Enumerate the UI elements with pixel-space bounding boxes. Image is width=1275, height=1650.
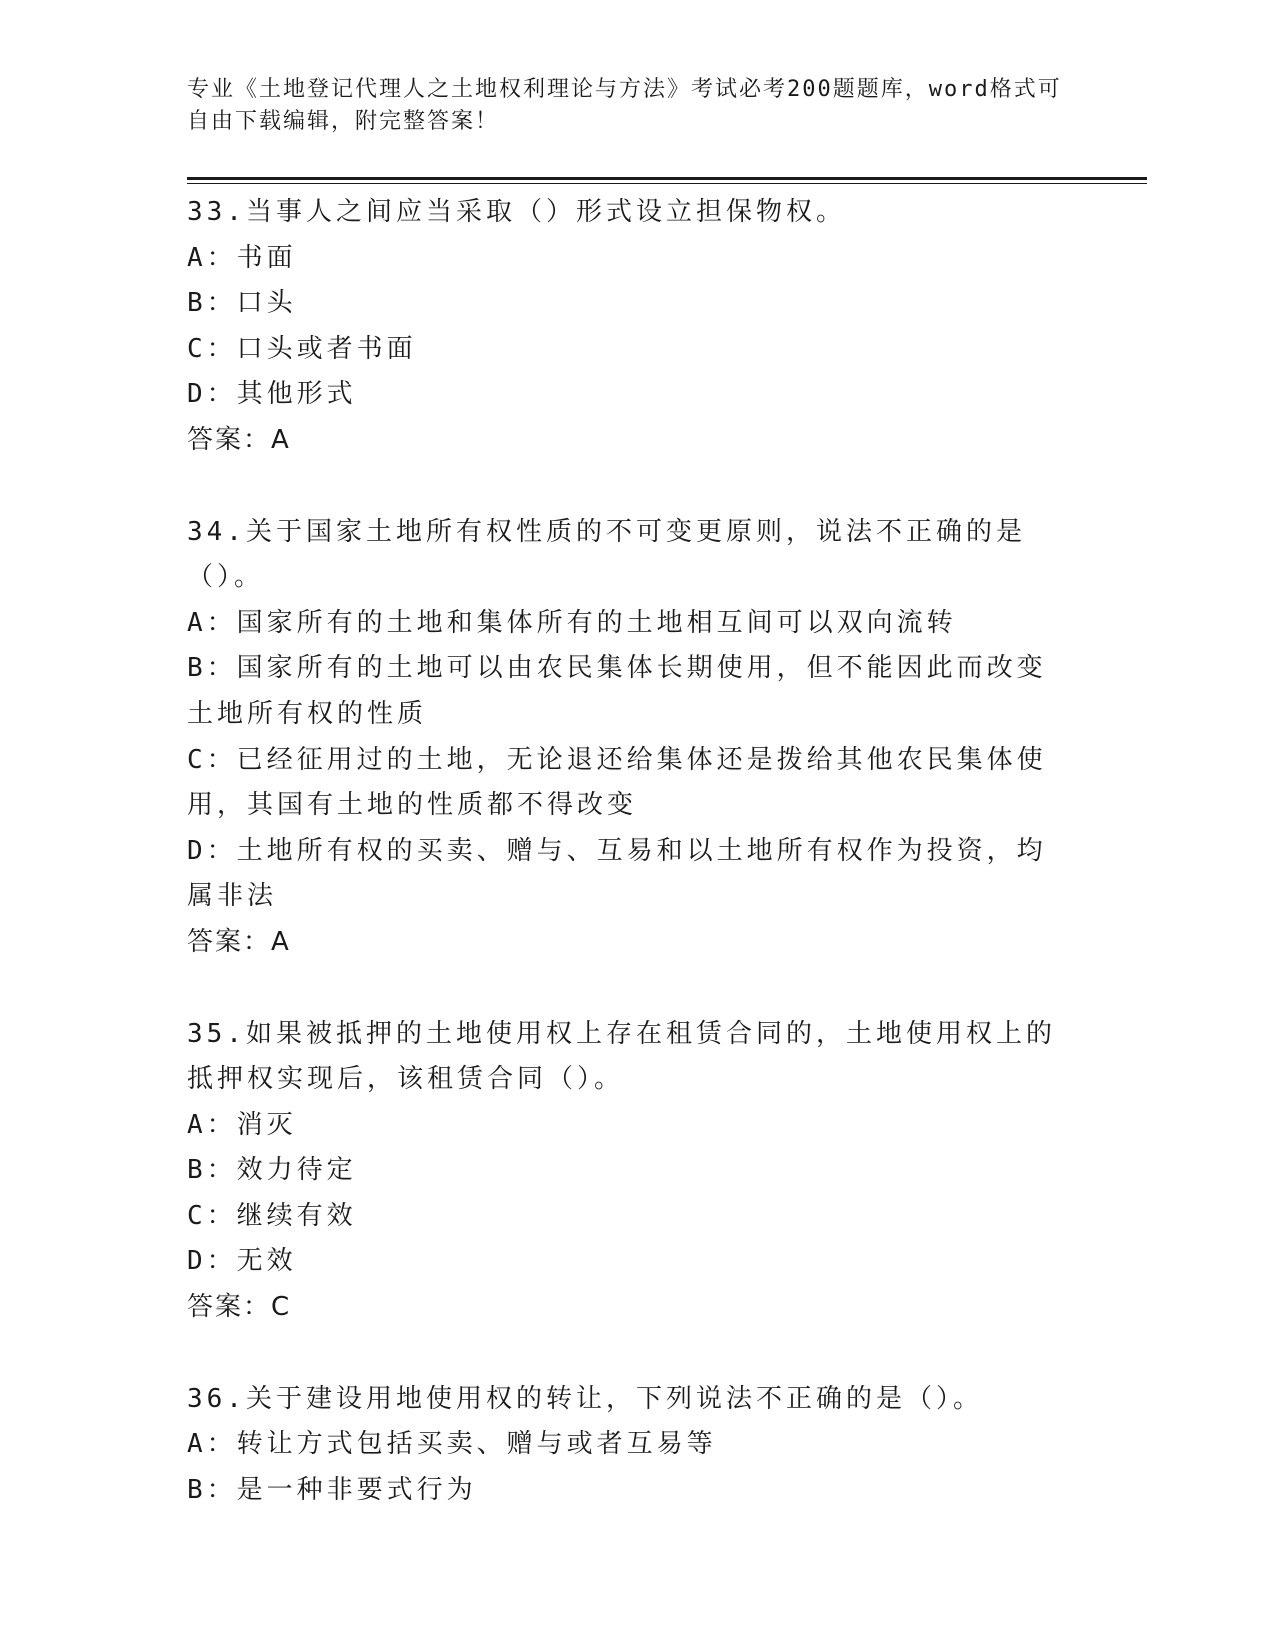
option-d: D：土地所有权的买卖、赠与、互易和以土地所有权作为投资，均属非法 — [187, 835, 1047, 912]
option-c: C：继续有效 — [187, 1200, 357, 1231]
document-header: 专业《土地登记代理人之土地权利理论与方法》考试必考200题题库，word格式可自由下载编辑，附完整答案！ — [187, 77, 1062, 134]
option-a: A：国家所有的土地和集体所有的土地相互间可以双向流转 — [187, 607, 957, 638]
option-b: B：国家所有的土地可以由农民集体长期使用，但不能因此而改变土地所有权的性质 — [187, 653, 1047, 729]
question-list — [187, 190, 1067, 1513]
answer-label: 答案：A — [187, 926, 291, 957]
question-stem: 34.关于国家土地所有权性质的不可变更原则，说法不正确的是（）。 — [187, 516, 1026, 593]
option-a: A：转让方式包括买卖、赠与或者互易等 — [187, 1429, 717, 1460]
option-b: B：是一种非要式行为 — [187, 1474, 477, 1505]
question-35 — [187, 1012, 1067, 1331]
answer-label: 答案：C — [187, 1292, 292, 1323]
question-36 — [187, 1377, 1067, 1514]
option-b: B：效力待定 — [187, 1155, 357, 1186]
question-stem: 36.关于建设用地使用权的转让，下列说法不正确的是（）。 — [187, 1383, 983, 1414]
answer-label: 答案：A — [187, 424, 291, 455]
option-d: D：其他形式 — [187, 379, 357, 410]
question-33 — [187, 190, 1067, 464]
header-divider-thick — [187, 177, 1147, 180]
option-b: B：口头 — [187, 288, 297, 319]
option-a: A：书面 — [187, 242, 297, 273]
option-d: D：无效 — [187, 1246, 297, 1277]
option-a: A：消灭 — [187, 1109, 297, 1140]
question-34 — [187, 510, 1067, 966]
option-c: C：口头或者书面 — [187, 333, 417, 364]
option-c: C：已经征用过的土地，无论退还给集体还是拨给其他农民集体使用，其国有土地的性质都不得改变 — [187, 744, 1047, 821]
header-divider-thin — [187, 183, 1147, 184]
question-stem: 33.当事人之间应当采取（）形式设立担保物权。 — [187, 197, 846, 227]
question-stem: 35.如果被抵押的土地使用权上存在租赁合同的，土地使用权上的抵押权实现后，该租赁合同（）。 — [187, 1018, 1056, 1095]
